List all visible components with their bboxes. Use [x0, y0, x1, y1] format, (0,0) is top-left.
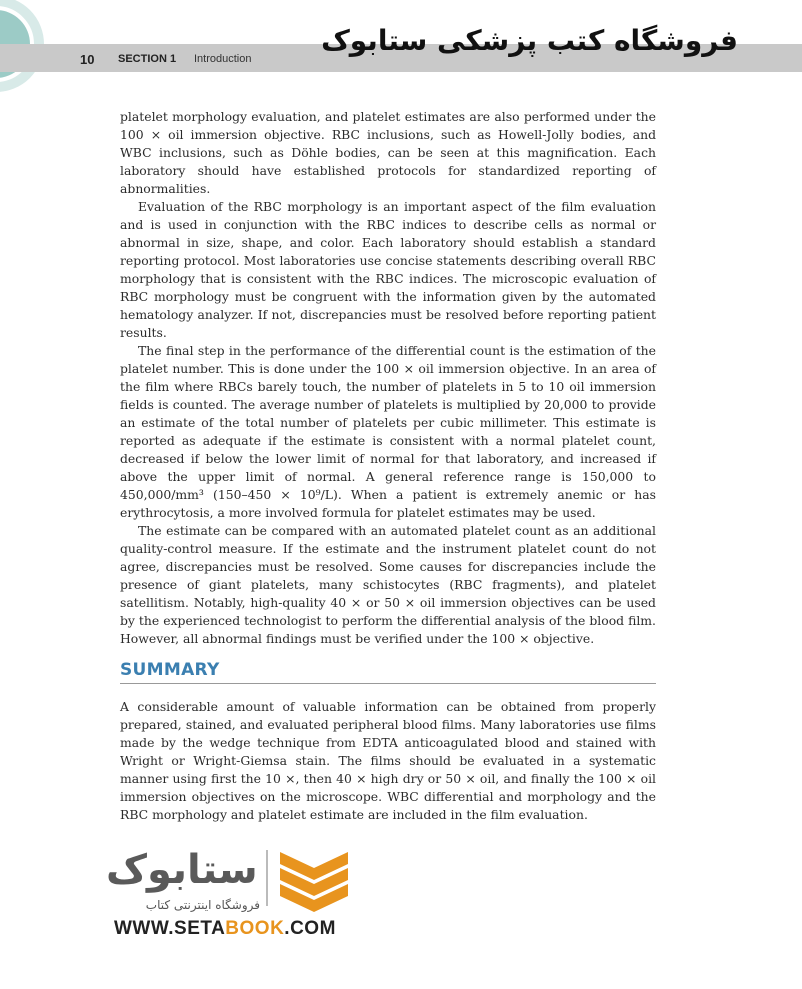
store-title-watermark: فروشگاه کتب پزشکی ستابوک — [321, 24, 738, 57]
logo-wordmark: ستابوک — [106, 847, 258, 893]
logo-url-accent: BOOK — [225, 918, 285, 939]
page-number: 10 — [80, 52, 95, 67]
summary-paragraph: A considerable amount of valuable information can be obtained from properly prepared, stained, and evaluated peripheral blood films. Many laboratories use films made by the wedge technique from EDTA anticoagulated blood and stained with Wright or Wright-Giemsa stain. The films should be evaluated in a systematic manner using first the 10 ×, then 40 × high dry or 50 × oil, and finally the 100 × oil immersion objectives on the microscope. WBC differential and morphology and the RBC morphology and platelet estimate are included in the film evaluation. — [120, 699, 656, 822]
paragraph-4: The estimate can be compared with an automated platelet count as an additional quality-control measure. If the estimate and the instrument platelet count do not agree, discrepancies must be resolved. Some causes for discrepancies include the presence of giant platelets, many schistocytes (RBC fragments), and platelet satellitism. Notably, high-quality 40 × or 50 × oil immersion objectives can be used by the experienced technologist to perform the differential analysis of the blood film. However, all abnormal findings must be verified under the 100 × objective. — [120, 523, 656, 646]
publisher-logo — [106, 846, 356, 946]
section-label: SECTION 1 — [118, 53, 177, 65]
paragraph-1: platelet morphology evaluation, and platelet estimates are also performed under the 100 × oil immersion objective. RBC inclusions, such as Howell-Jolly bodies, and WBC inclusions, such as Döhle bodies, can be seen at this magnification. Each laboratory should have established protocols for standardized reporting of abnormalities. — [120, 109, 656, 196]
paragraph-3: The final step in the performance of the differential count is the estimation of the platelet number. This is done under the 100 × oil immersion objective. In an area of the film where RBCs barely touch, the number of platelets in 5 to 10 oil immersion fields is counted. The average number of platelets is multiplied by 20,000 to provide an estimate of the total number of platelets per cubic millimeter. This estimate is reported as adequate if the estimate is consistent with a normal platelet count, decreased if below the lower limit of normal for that laboratory, and increased if above the upper limit of normal. A general reference range is 150,000 to 450,000/mm³ (150–450 × 10⁹/L). When a patient is extremely anemic or has erythrocytosis, a more involved formula for platelet estimates may be used. — [120, 343, 656, 520]
summary-heading: SUMMARY — [120, 660, 656, 684]
logo-url-prefix: WWW.SETA — [114, 918, 226, 939]
chevron-stack-icon — [278, 850, 350, 916]
paragraph-2: Evaluation of the RBC morphology is an important aspect of the film evaluation and is used in conjunction with the RBC indices to describe cells as normal or abnormal in size, shape, and color. Each laboratory should establish a standard reporting protocol. Most laboratories use concise statements describing overall RBC morphology that is consistent with the RBC indices. The microscopic evaluation of RBC morphology must be congruent with the information given by the automated hematology analyzer. If not, discrepancies must be resolved before reporting patient results. — [120, 199, 656, 340]
section-title: Introduction — [194, 53, 252, 65]
body-text — [120, 108, 656, 648]
summary-text — [120, 698, 656, 824]
logo-tagline: فروشگاه اینترنتی کتاب — [145, 898, 260, 912]
logo-divider — [266, 850, 268, 906]
logo-url — [114, 918, 354, 940]
logo-url-suffix: .COM — [284, 918, 336, 939]
